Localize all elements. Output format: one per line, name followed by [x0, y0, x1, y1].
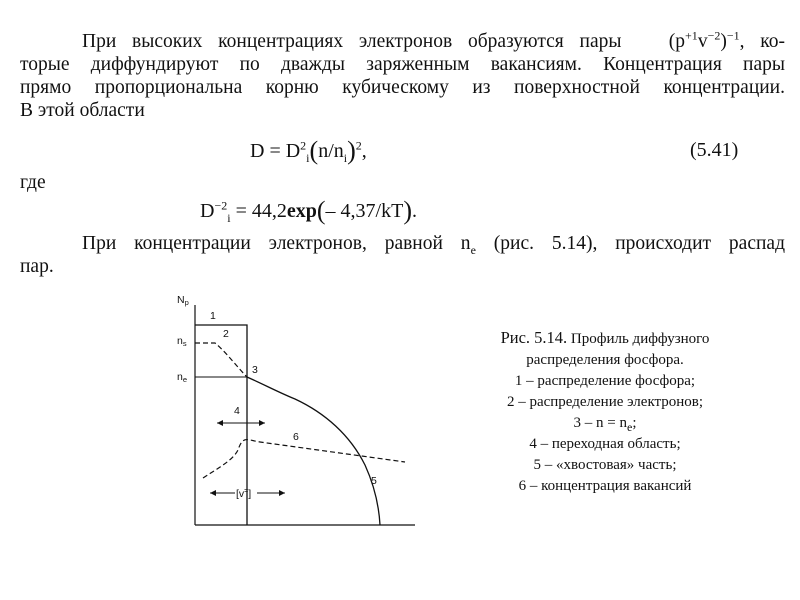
transition-arrow-left-head — [217, 420, 223, 426]
paragraph-intro — [20, 30, 785, 122]
caption-line-2: распределения фосфора. — [526, 352, 684, 368]
caption-line-3: 1 – распределение фосфора; — [514, 373, 696, 389]
paragraph-intro-line-4: В этой области — [20, 100, 145, 121]
caption-line-6: 4 – переходная область; — [529, 436, 681, 452]
vacancy-arrow-left-head — [210, 490, 216, 496]
ns-label: ns — [177, 335, 187, 348]
curve-2-electrons — [195, 343, 247, 377]
paragraph-decay — [20, 232, 785, 278]
diffusion-profile-figure — [165, 285, 425, 530]
y-axis-label: Np — [177, 294, 189, 307]
caption-line-5: $3 - n = n_e$; — [573, 415, 637, 434]
caption-line-8: 6 – концентрация вакансий — [518, 478, 692, 494]
curve-5-tail — [247, 377, 380, 525]
vacancy-label: [v=] — [236, 488, 252, 500]
transition-arrow-right-head — [259, 420, 265, 426]
curve-label-3: 3 — [252, 364, 258, 376]
ne-label: ne — [177, 371, 188, 384]
figure-caption — [460, 327, 750, 497]
paragraph-decay-line-2: пар. — [20, 256, 54, 277]
curve-6-vacancies — [203, 440, 405, 478]
formula-5-41: $D = D^2_i(n/n_i)^2$, — [250, 136, 367, 165]
caption-line-4: 2 – распределение электронов; — [506, 394, 704, 410]
caption-line-7: 5 – «хвостовая» часть; — [533, 457, 677, 473]
curve-label-2: 2 — [223, 328, 229, 340]
curve-label-1: 1 — [210, 310, 216, 322]
formula-number: (5.41) — [690, 139, 739, 161]
curve-label-4: 4 — [234, 405, 240, 417]
paragraph-decay-line-1: При концентрации электронов, равной $n_e$ (рис. 5.14), происходит распад — [82, 233, 785, 257]
paragraph-intro-line-2: торые диффундируют по дважды заряженным вакансиям. Концентрация пары — [20, 54, 785, 75]
vacancy-arrow-right-head — [279, 490, 285, 496]
curve-label-6: 6 — [293, 431, 299, 443]
formula-diffusivity: $D^{-2}_i = 44,2\exp(-$ 4,37/kT). — [200, 196, 417, 225]
caption-line-1: Рис. 5.14. Профиль диффузного — [500, 328, 710, 347]
curve-label-5: 5 — [371, 475, 377, 487]
paragraph-intro-line-1: При высоких концентрациях электронов образуются пары $(p^{+1}v^{-2})^{-1}$, ко- — [82, 28, 785, 52]
paragraph-intro-line-3: прямо пропорциональна корню кубическому из поверхностной концентрации. — [20, 77, 785, 98]
where-label: где — [20, 172, 46, 193]
